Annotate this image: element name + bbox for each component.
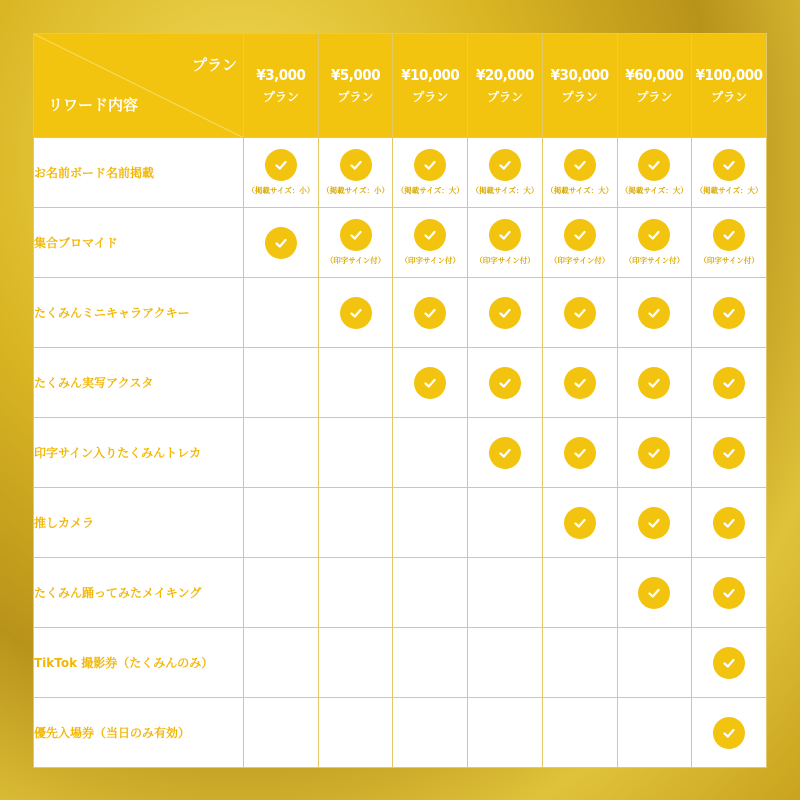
plan-label: プラン	[337, 90, 374, 104]
table-row	[34, 628, 767, 698]
reward-cell	[244, 348, 319, 418]
check-circle-icon	[414, 297, 446, 329]
reward-name: TikTok 撮影券（たくみんのみ）	[34, 628, 244, 698]
reward-name: 集合ブロマイド	[34, 208, 244, 278]
check-circle-icon	[340, 149, 372, 181]
reward-cell	[692, 558, 767, 628]
cell-content	[618, 219, 692, 266]
cell-content	[543, 149, 617, 196]
reward-cell	[244, 558, 319, 628]
reward-cell	[393, 558, 468, 628]
reward-cell	[318, 278, 393, 348]
reward-name: 優先入場券（当日のみ有効）	[34, 698, 244, 768]
plan-label: プラン	[486, 90, 523, 104]
cell-content	[468, 219, 542, 266]
cell-content	[319, 297, 393, 329]
reward-cell	[318, 698, 393, 768]
cell-content	[618, 577, 692, 609]
reward-name: たくみん実写アクスタ	[34, 348, 244, 418]
check-circle-icon	[713, 367, 745, 399]
plan-header-100000	[692, 34, 767, 138]
check-circle-icon	[414, 219, 446, 251]
reward-cell	[617, 348, 692, 418]
cell-note: （掲載サイズ：小）	[247, 186, 315, 195]
cell-content	[618, 507, 692, 539]
plan-header-10000	[393, 34, 468, 138]
reward-cell	[468, 348, 543, 418]
reward-cell	[468, 138, 543, 208]
reward-cell	[393, 418, 468, 488]
check-circle-icon	[564, 149, 596, 181]
reward-cell	[617, 558, 692, 628]
reward-cell	[692, 628, 767, 698]
reward-heading: リワード内容	[48, 96, 139, 114]
cell-content	[393, 219, 467, 266]
reward-cell	[244, 138, 319, 208]
reward-cell	[393, 138, 468, 208]
reward-rows	[34, 138, 767, 768]
check-circle-icon	[638, 577, 670, 609]
plan-header-3000	[244, 34, 319, 138]
cell-note: （印字サイン付）	[475, 256, 535, 265]
plan-label: プラン	[561, 90, 598, 104]
cell-content	[692, 717, 766, 749]
reward-cell	[617, 278, 692, 348]
cell-note: （印字サイン付）	[624, 256, 685, 265]
cell-content	[393, 297, 467, 329]
reward-cell	[542, 488, 617, 558]
reward-cell	[468, 628, 543, 698]
check-circle-icon	[638, 219, 670, 251]
check-circle-icon	[489, 367, 521, 399]
plan-label: プラン	[636, 90, 673, 104]
check-circle-icon	[489, 149, 521, 181]
cell-note: （掲載サイズ：大）	[396, 186, 464, 195]
cell-content	[319, 219, 393, 266]
check-circle-icon	[713, 577, 745, 609]
cell-content	[543, 437, 617, 469]
plan-heading: プラン	[191, 56, 237, 74]
plan-header-30000	[542, 34, 617, 138]
plan-price: ¥3,000	[256, 66, 306, 84]
reward-cell	[468, 488, 543, 558]
cell-content	[692, 647, 766, 679]
table-row	[34, 558, 767, 628]
reward-cell	[318, 628, 393, 698]
cell-content	[244, 149, 318, 196]
cell-content	[244, 227, 318, 259]
check-circle-icon	[414, 149, 446, 181]
cell-content	[692, 577, 766, 609]
reward-cell	[542, 348, 617, 418]
check-circle-icon	[713, 647, 745, 679]
corner-header	[34, 34, 244, 138]
reward-cell	[393, 208, 468, 278]
plan-price: ¥30,000	[550, 66, 609, 84]
cell-content	[543, 507, 617, 539]
check-circle-icon	[713, 507, 745, 539]
cell-content	[393, 149, 467, 196]
cell-note: （掲載サイズ：大）	[471, 186, 539, 195]
reward-cell	[542, 278, 617, 348]
plan-price: ¥60,000	[625, 66, 684, 84]
plan-label: プラン	[711, 90, 748, 104]
check-circle-icon	[564, 297, 596, 329]
cell-note: （掲載サイズ：大）	[620, 186, 688, 195]
check-circle-icon	[489, 437, 521, 469]
reward-cell	[468, 698, 543, 768]
plan-price: ¥100,000	[695, 66, 763, 84]
plan-header-5000	[318, 34, 393, 138]
check-circle-icon	[265, 149, 297, 181]
cell-note: （印字サイン付）	[325, 256, 386, 265]
plan-header-20000	[468, 34, 543, 138]
check-circle-icon	[713, 219, 745, 251]
check-circle-icon	[340, 297, 372, 329]
check-circle-icon	[564, 507, 596, 539]
reward-cell	[692, 138, 767, 208]
table-row	[34, 488, 767, 558]
check-circle-icon	[564, 367, 596, 399]
plan-price: ¥5,000	[331, 66, 381, 84]
cell-content	[618, 437, 692, 469]
reward-name: 印字サイン入りたくみんトレカ	[34, 418, 244, 488]
check-circle-icon	[713, 437, 745, 469]
reward-name: たくみんミニキャラアクキー	[34, 278, 244, 348]
reward-cell	[244, 278, 319, 348]
check-circle-icon	[638, 507, 670, 539]
reward-cell	[542, 698, 617, 768]
cell-content	[618, 367, 692, 399]
cell-note: （印字サイン付）	[699, 256, 759, 265]
check-circle-icon	[638, 149, 670, 181]
reward-cell	[468, 558, 543, 628]
check-circle-icon	[638, 437, 670, 469]
reward-cell	[617, 488, 692, 558]
header-row	[34, 34, 767, 138]
reward-cell	[393, 628, 468, 698]
table-row	[34, 418, 767, 488]
reward-cell	[468, 418, 543, 488]
check-circle-icon	[564, 219, 596, 251]
cell-note: （印字サイン付）	[400, 256, 460, 265]
table-row	[34, 348, 767, 418]
plan-label: プラン	[412, 90, 449, 104]
reward-cell	[617, 628, 692, 698]
reward-cell	[692, 348, 767, 418]
reward-cell	[318, 348, 393, 418]
reward-cell	[692, 278, 767, 348]
reward-table-frame	[33, 33, 767, 767]
cell-content	[468, 297, 542, 329]
reward-cell	[244, 208, 319, 278]
cell-note: （掲載サイズ：小）	[322, 186, 389, 195]
check-circle-icon	[414, 367, 446, 399]
reward-cell	[542, 138, 617, 208]
reward-cell	[318, 208, 393, 278]
check-circle-icon	[713, 717, 745, 749]
reward-cell	[617, 208, 692, 278]
cell-content	[692, 219, 766, 266]
cell-content	[692, 297, 766, 329]
reward-cell	[692, 698, 767, 768]
check-circle-icon	[638, 297, 670, 329]
reward-cell	[393, 278, 468, 348]
table-row	[34, 698, 767, 768]
reward-cell	[468, 208, 543, 278]
reward-cell	[244, 698, 319, 768]
cell-content	[692, 507, 766, 539]
reward-cell	[393, 348, 468, 418]
reward-cell	[318, 488, 393, 558]
table-row	[34, 208, 767, 278]
cell-note: （印字サイン付）	[549, 256, 610, 265]
plan-header-60000	[617, 34, 692, 138]
cell-content	[468, 437, 542, 469]
cell-content	[543, 367, 617, 399]
reward-cell	[393, 698, 468, 768]
cell-content	[618, 297, 692, 329]
reward-cell	[542, 558, 617, 628]
reward-cell	[692, 208, 767, 278]
reward-table	[33, 33, 767, 768]
reward-name: 推しカメラ	[34, 488, 244, 558]
check-circle-icon	[489, 297, 521, 329]
reward-cell	[393, 488, 468, 558]
reward-name: たくみん踊ってみたメイキング	[34, 558, 244, 628]
check-circle-icon	[340, 219, 372, 251]
cell-content	[543, 297, 617, 329]
reward-cell	[244, 418, 319, 488]
table-row	[34, 278, 767, 348]
check-circle-icon	[713, 297, 745, 329]
check-circle-icon	[489, 219, 521, 251]
cell-note: （掲載サイズ：大）	[695, 186, 763, 195]
reward-cell	[318, 138, 393, 208]
cell-content	[468, 149, 542, 196]
reward-cell	[318, 558, 393, 628]
cell-content	[692, 149, 766, 196]
reward-cell	[318, 418, 393, 488]
cell-content	[618, 149, 692, 196]
cell-content	[319, 149, 393, 196]
plan-price: ¥20,000	[475, 66, 534, 84]
cell-content	[543, 219, 617, 266]
plan-label: プラン	[262, 90, 299, 104]
reward-cell	[692, 488, 767, 558]
reward-cell	[617, 138, 692, 208]
check-circle-icon	[713, 149, 745, 181]
diagonal-divider	[34, 34, 244, 138]
reward-cell	[244, 628, 319, 698]
cell-content	[393, 367, 467, 399]
reward-cell	[468, 278, 543, 348]
reward-cell	[542, 628, 617, 698]
table-row	[34, 138, 767, 208]
cell-note: （掲載サイズ：大）	[546, 186, 614, 195]
reward-cell	[617, 698, 692, 768]
reward-cell	[244, 488, 319, 558]
reward-name: お名前ボード名前掲載	[34, 138, 244, 208]
check-circle-icon	[265, 227, 297, 259]
cell-content	[468, 367, 542, 399]
check-circle-icon	[564, 437, 596, 469]
plan-price: ¥10,000	[401, 66, 460, 84]
reward-cell	[542, 418, 617, 488]
reward-cell	[692, 418, 767, 488]
check-circle-icon	[638, 367, 670, 399]
reward-cell	[617, 418, 692, 488]
cell-content	[692, 437, 766, 469]
reward-cell	[542, 208, 617, 278]
cell-content	[692, 367, 766, 399]
